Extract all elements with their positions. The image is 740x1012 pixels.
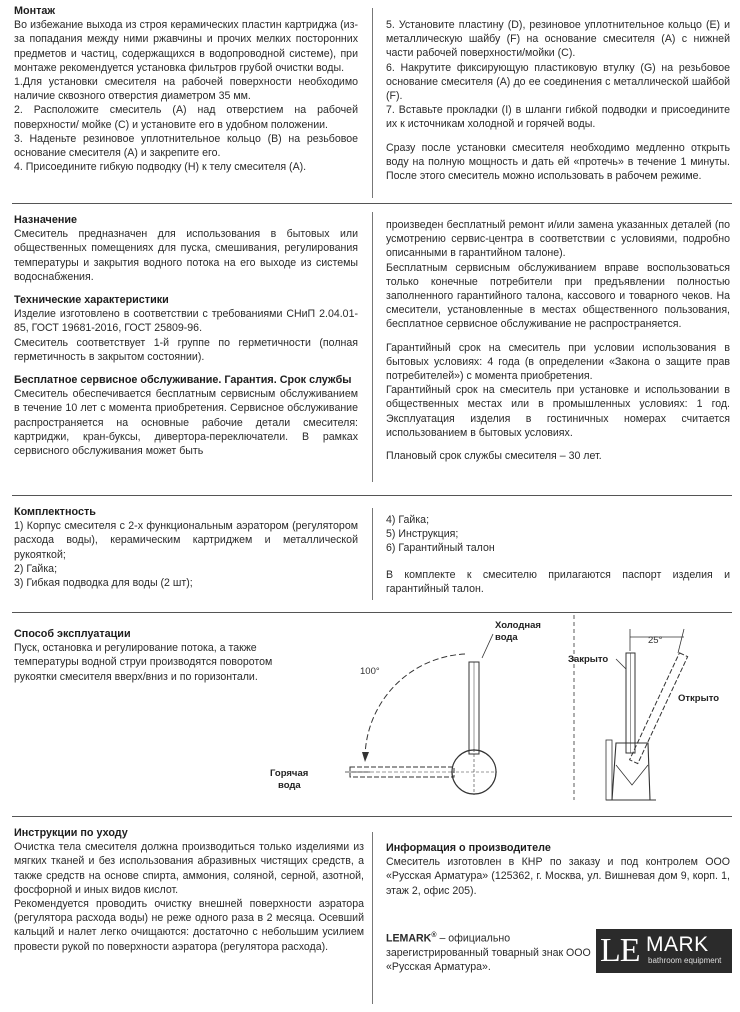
montage-step-4: 4. Присоедините гибкую подводку (Н) к телу смесителя (А).	[14, 161, 307, 174]
cold-water-label-2: вода	[495, 632, 518, 643]
brand-text: – официально зарегистрированный товарный знак ООО «Русская Арматура».	[386, 932, 591, 973]
kit-item-1: 1) Корпус смесителя с 2-х функциональным аэратором (регулятором расхода воды), керамическим картриджем и металлической рукояткой;	[14, 520, 358, 561]
cold-water-label: Холодная	[495, 620, 541, 631]
kit-left	[14, 505, 358, 590]
warranty-public: Гарантийный срок на смеситель при установке и использовании в общественных местах или в промышленных условиях: 1 год. Эксплуатация изделия в гостиничных номерах считается использованием в бытовых условиях.	[386, 384, 730, 439]
column-divider	[372, 8, 373, 198]
montage-title: Монтаж	[14, 5, 56, 17]
manufacturer-text: Смеситель изготовлен в КНР по заказу и под контролем ООО «Русская Арматура» (125362, г. Москва, ул. Вишневая дом 9, корп. 1, этаж 2, офис 205).	[386, 856, 730, 897]
service-life: Плановый срок службы смесителя – 30 лет.	[386, 450, 602, 463]
logo-mark: MARK	[646, 933, 709, 956]
angle-100-label: 100°	[360, 666, 380, 677]
montage-step-5: 5. Установите пластину (D), резиновое уплотнительное кольцо (Е) и металлическую шайбу (F) на основание смесителя (А) с нижней части рабочей поверхности/мойки (С).	[386, 19, 730, 60]
logo-subtitle: bathroom equipment	[648, 956, 722, 965]
kit-note: В комплекте к смесителю прилагаются паспорт изделия и гарантийный талон.	[386, 568, 730, 595]
lever-diagram	[566, 615, 736, 807]
purpose-title: Назначение	[14, 214, 77, 226]
montage-step-6: 6. Накрутите фиксирующую пластиковую втулку (G) на резьбовое основание смесителя (А) до ее соединения с металлической шайбой (F).	[386, 61, 730, 103]
montage-step-7: 7. Вставьте прокладки (I) в шланги гибкой подводки и присоедините их к источникам холодной и горячей воды.	[386, 104, 730, 131]
montage-intro: Во избежание выхода из строя керамических пластин картриджа (из-за попадания между ними ржавчины и прочих мелких посторонних предметов и частиц, содержащихся в водопроводной системе), при монтаже рекомендуется установка фильтров грубой очистки воды.	[14, 19, 358, 74]
column-divider	[372, 508, 373, 600]
lemark-logo	[596, 929, 732, 973]
montage-step-3: 3. Наденьте резиновое уплотнительное кольцо (В) на резьбовое основание смесителя (А) и закрепите его.	[14, 132, 358, 160]
purpose-block	[14, 213, 358, 458]
section-divider	[12, 203, 732, 204]
specs-title: Технические характеристики	[14, 294, 169, 307]
purpose-text: Смеситель предназначен для использования в бытовых или общественных помещениях для пуска, смешивания, регулирования температуры и закрытия водного потока на его выходе из системы водоснабжения.	[14, 228, 358, 283]
hot-water-label-2: вода	[278, 780, 301, 791]
kit-item-5: 5) Инструкция;	[386, 528, 459, 541]
kit-item-3: 3) Гибкая подводка для воды (2 шт);	[14, 577, 193, 590]
operation-block	[14, 627, 286, 684]
open-label: Открыто	[678, 693, 720, 704]
rotation-diagram	[270, 612, 570, 807]
brand-name: LEMARK	[386, 932, 432, 945]
care-title: Инструкции по уходу	[14, 827, 128, 839]
logo-le: LE	[600, 932, 640, 969]
care-text-2: Рекомендуется проводить очистку внешней поверхности аэратора (регулятора расхода воды) не реже одного раза в 2 месяца. Осевший кальций и налет легко очищаются: достаточно с небольшим усилием провести рукой по поверхности аэратора (регулятора расхода).	[14, 898, 364, 953]
care-text-1: Очистка тела смесителя должна производиться только изделиями из мягких тканей и без использования абразивных чистящих средств, а также средств на основе спирта, аммония, соляной, серной, азотной, фосфорной и иных видов кислот.	[14, 841, 364, 896]
brand-note	[386, 929, 592, 974]
brand-registered-mark: ®	[431, 932, 437, 939]
manufacturer-block	[386, 841, 730, 898]
closed-label: Закрыто	[568, 654, 609, 665]
kit-right	[386, 513, 730, 596]
operation-title: Способ эксплуатации	[14, 628, 131, 640]
column-divider	[372, 212, 373, 482]
kit-title: Комплектность	[14, 506, 96, 518]
specs-line-1: Изделие изготовлено в соответствии с требованиями СНиП 2.04.01-85, ГОСТ 19681-2016, ГОСТ 25809-96.	[14, 308, 358, 335]
section-divider	[12, 816, 732, 817]
care-block	[14, 826, 364, 954]
column-divider	[372, 832, 373, 1004]
arrow-head	[362, 752, 369, 762]
montage-step-1: 1.Для установки смесителя на рабочей поверхности необходимо наличие сквозного отверстия диаметром 35 мм.	[14, 76, 358, 103]
angle-arc	[365, 654, 465, 758]
angle-25-label: 25°	[648, 635, 663, 646]
kit-item-2: 2) Гайка;	[14, 562, 58, 575]
specs-line-2: Смеситель соответствует 1-й группе по герметичности (полная герметичность в закрытом состоянии).	[14, 336, 358, 363]
warranty-right-1: произведен бесплатный ремонт и/или замена указанных деталей (по усмотрению сервис-центра в соответствии с условиями, подробно описанными в гарантийном талоне).	[386, 219, 730, 260]
warranty-title: Бесплатное сервисное обслуживание. Гарантия. Срок службы	[14, 374, 352, 387]
faucet-base	[612, 743, 650, 800]
warranty-left-text: Смеситель обеспечивается бесплатным сервисным обслуживанием в течение 10 лет с момента приобретения. Сервисное обслуживание распространяется на основные рабочие детали смесителя: картриджи, кран-буксы, дивертора-переключатели. В рамках сервисного обслуживания может быть	[14, 388, 358, 458]
kit-item-4: 4) Гайка;	[386, 514, 430, 526]
kit-item-6: 6) Гарантийный талон	[386, 542, 495, 555]
section-divider	[12, 495, 732, 496]
warranty-right	[386, 218, 730, 463]
warranty-home: Гарантийный срок на смеситель при условии использования в бытовых условиях: 4 года (в определении «Закона о защите прав потребителей») с момента приобретения.	[386, 341, 730, 383]
montage-right	[386, 18, 730, 183]
montage-step-2: 2. Расположите смеситель (А) над отверстием на рабочей поверхности/ мойке (С) и установите его в удобном положении.	[14, 104, 358, 131]
manufacturer-title: Информация о производителе	[386, 842, 551, 854]
warranty-right-2: Бесплатным сервисным обслуживанием вправе воспользоваться только конечные потребители при предъявлении полностью заполненного гарантийного талона, кассового и товарного чеков. На смесители, установленные в местах общественного пользования, бесплатное сервисное обслуживание не распространяется.	[386, 261, 730, 331]
operation-text: Пуск, остановка и регулирование потока, а также температуры водной струи производятся поворотом рукоятки смесителя вверх/вниз и по горизонтали.	[14, 642, 273, 683]
montage-note: Сразу после установки смесителя необходимо медленно открыть воду на полную мощность и дать ей «протечь» в течение 1 минуты. После этого смеситель можно использовать в рабочем режиме.	[386, 141, 730, 183]
montage-left	[14, 4, 358, 174]
hot-water-label: Горячая	[270, 768, 309, 779]
lever-open	[630, 653, 688, 764]
